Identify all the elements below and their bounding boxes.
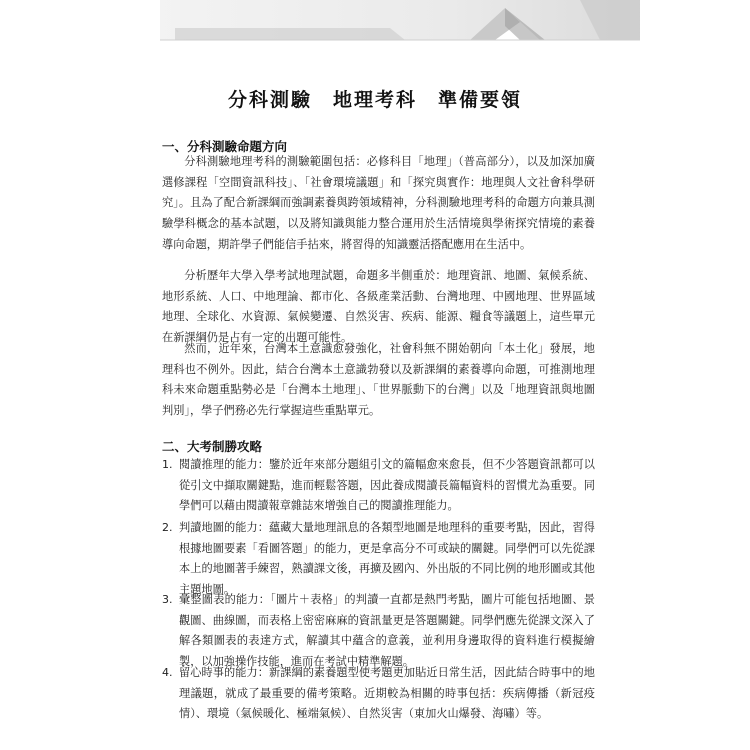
- list-item: [162, 663, 595, 725]
- paragraph-3: 然而，近年來，台灣本土意識愈發強化，社會科無不開始朝向「本土化」發展，地理科也不例外。因此，結合台灣本土意識勃發以及新課綱的素養導向命題，可推測地理科未來命題重點勢必是「台灣本土地理」、「世界脈動下的台灣」以及「地理資訊與地圖判別」，學子們務必先行掌握這些重點單元。: [162, 342, 595, 418]
- list-item-number: 2.: [162, 521, 173, 534]
- list-item-number: 3.: [162, 593, 173, 606]
- list-item-text: 彙整圖表的能力：「圖片＋表格」的判讀一直都是熱門考點，圖片可能包括地圖、景觀圖、曲線圖，而表格上密密麻麻的資訊量更是答題關鍵。同學們應先從課文深入了解各類圖表的表達方式，解讀其中蘊含的意義，並利用身邊取得的資料進行模擬繪製，以加強操作技能，進而在考試中精準解題。: [179, 593, 595, 669]
- list-item-number: 4.: [162, 666, 173, 679]
- list-item: [162, 455, 595, 517]
- header-decoration: [0, 0, 750, 75]
- list-item: [162, 518, 595, 601]
- section-heading-2: 二、大考制勝攻略: [162, 439, 263, 454]
- list-item: [162, 590, 595, 673]
- paragraph-1: 分科測驗地理考科的測驗範圍包括：必修科目「地理」（普高部分），以及加深加廣選修課程「空間資訊科技」、「社會環境議題」和「探究與實作：地理與人文社會科學研究」。且為了配合新課綱而強調素養與跨領域精神，分科測驗地理考科的命題方向兼具測驗學科概念的基本試題，以及將知識與能力整合運用於生活情境與學術探究情境的素養導向命題，期許學子們能信手拈來，將習得的知識靈活搭配應用在生活中。: [162, 155, 595, 251]
- list-item-number: 1.: [162, 458, 173, 471]
- list-item-text: 判讀地圖的能力：蘊藏大量地理訊息的各類型地圖是地理科的重要考點，因此，習得根據地圖要素「看圖答題」的能力，更是拿高分不可或缺的關鍵。同學們可以先從課本上的地圖著手練習，熟讀課文後，再擴及國內、外出版的不同比例的地形圖或其他主題地圖。: [179, 521, 595, 597]
- list-item-text: 留心時事的能力：新課綱的素養題型使考題更加貼近日常生活，因此結合時事中的地理議題，就成了最重要的備考策略。近期較為相關的時事包括：疾病傳播（新冠疫情）、環境（氣候暖化、極端氣候）、自然災害（東加火山爆發、海嘯）等。: [179, 666, 595, 721]
- list-item-text: 閱讀推理的能力：鑒於近年來部分題組引文的篇幅愈來愈長，但不少答題資訊都可以從引文中擷取關鍵點，進而輕鬆答題，因此養成閱讀長篇幅資料的習慣尤為重要。同學們可以藉由閱讀報章雜誌來增強自己的閱讀推理能力。: [179, 458, 595, 513]
- section-heading-1: 一、分科測驗命題方向: [162, 139, 288, 154]
- page-title: 分科測驗 地理考科 準備要領: [227, 89, 522, 111]
- paragraph-2: 分析歷年大學入學考試地理試題，命題多半側重於：地理資訊、地圖、氣候系統、地形系統、人口、中地理論、都市化、各級產業活動、台灣地理、中國地理、世界區域地理、全球化、水資源、氣候變遷、自然災害、疾病、能源、糧食等議題上，這些單元在新課綱仍是占有一定的出題可能性。: [162, 269, 595, 345]
